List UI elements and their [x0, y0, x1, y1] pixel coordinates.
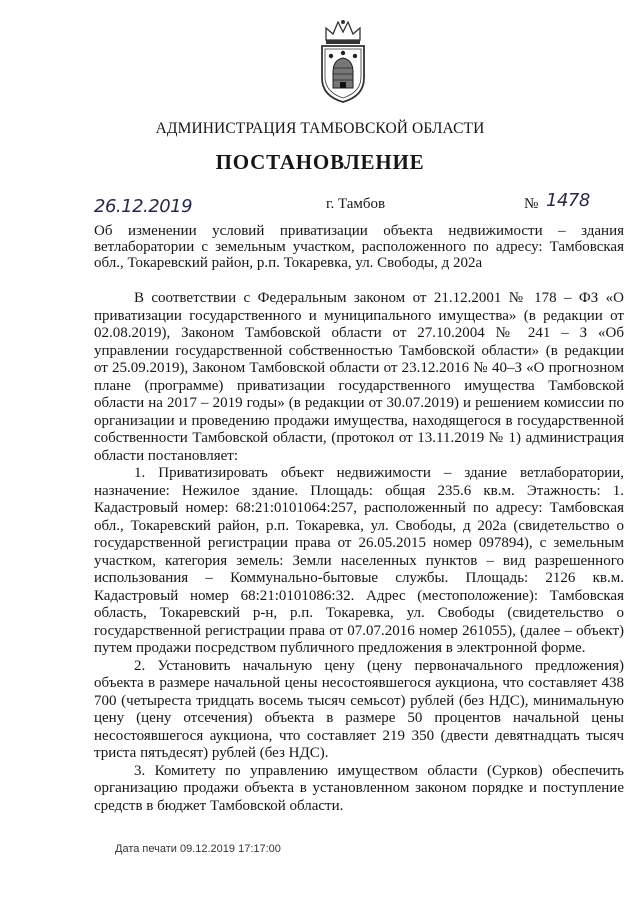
document-title: ПОСТАНОВЛЕНИЕ [215, 150, 425, 174]
organization-name: АДМИНИСТРАЦИЯ ТАМБОВСКОЙ ОБЛАСТИ [155, 120, 485, 137]
handwritten-number: 1478 [546, 190, 590, 211]
document-body [94, 290, 624, 815]
number-sign: № [524, 196, 539, 212]
handwritten-date: 26.12.2019 [94, 196, 193, 217]
clause-3-paragraph: 3. Комитету по управлению имуществом области (Сурков) обеспечить организацию продажи объекта в установленном законом порядке и поступление средств в бюджет Тамбовской области. [94, 762, 624, 814]
coat-of-arms-icon [318, 16, 368, 104]
preamble-paragraph: В соответствии с Федеральным законом от 21.12.2001 № 178 – ФЗ «О приватизации государственного и муниципального имущества» (в редакции от 02.08.2019), Законом Тамбовской области от 27.10.2004 № 241 – З «Об управлении государственной собственностью Тамбовской области» (в редакции от 25.09.2019), Законом Тамбовской области от 23.12.2016 № 40–З «О прогнозном плане (программе) приватизации государственного имущества Тамбовской области на 2017 – 2019 годы» (в редакции от 30.07.2019) и решением комиссии по организации и проведению продажи имущества, находящегося в государственной собственности Тамбовской области, (протокол от 13.11.2019 № 1) администрация области постановляет: [94, 290, 624, 464]
clause-2-paragraph: 2. Установить начальную цену (цену первоначального предложения) объекта в размере начальной цены несостоявшегося аукциона, что составляет 438 700 (четыреста тридцать восемь тысяч семьсот) рублей (без НДС), минимальную цену (цену отсечения) объекта в размере 50 процентов начальной цены несостоявшегося аукциона, что составляет 219 350 (двести девятнадцать тысяч триста пятьдесят) рублей (без НДС). [94, 657, 624, 761]
print-date: Дата печати 09.12.2019 17:17:00 [115, 843, 281, 855]
clause-1-paragraph: 1. Приватизировать объект недвижимости – здание ветлаборатории, назначение: Нежилое здание. Площадь: общая 235.6 кв.м. Этажность: 1. Кадастровый номер: 68:21:0101064:257, расположенный по адресу: Тамбовская обл., Токаревский район, р.п. Токаревка, ул. Свободы, д 202а (свидетельство о государственной регистрации права от 26.05.2015 номер 097894), с земельным участком, категория земель: Земли населенных пунктов – вид разрешенного использования – Коммунально-бытовые службы. Площадь: 2126 кв.м. Кадастровый номер 68:21:0101086:32. Адрес (местоположение): Тамбовская область, Токаревский р-н, р.п. Токаревка, ул. Свободы (свидетельство о государственной регистрации права от 07.07.2016 номер 261055), (далее – объект) путем продажи посредством публичного предложения в электронной форме. [94, 465, 624, 656]
city-label: г. Тамбов [326, 196, 386, 212]
document-subject: Об изменении условий приватизации объекта недвижимости – здания ветлаборатории с земельным участком, расположенного по адресу: Тамбовская обл., Токаревский район, р.п. Токаревка, ул. Свободы, д 202а [94, 223, 624, 271]
